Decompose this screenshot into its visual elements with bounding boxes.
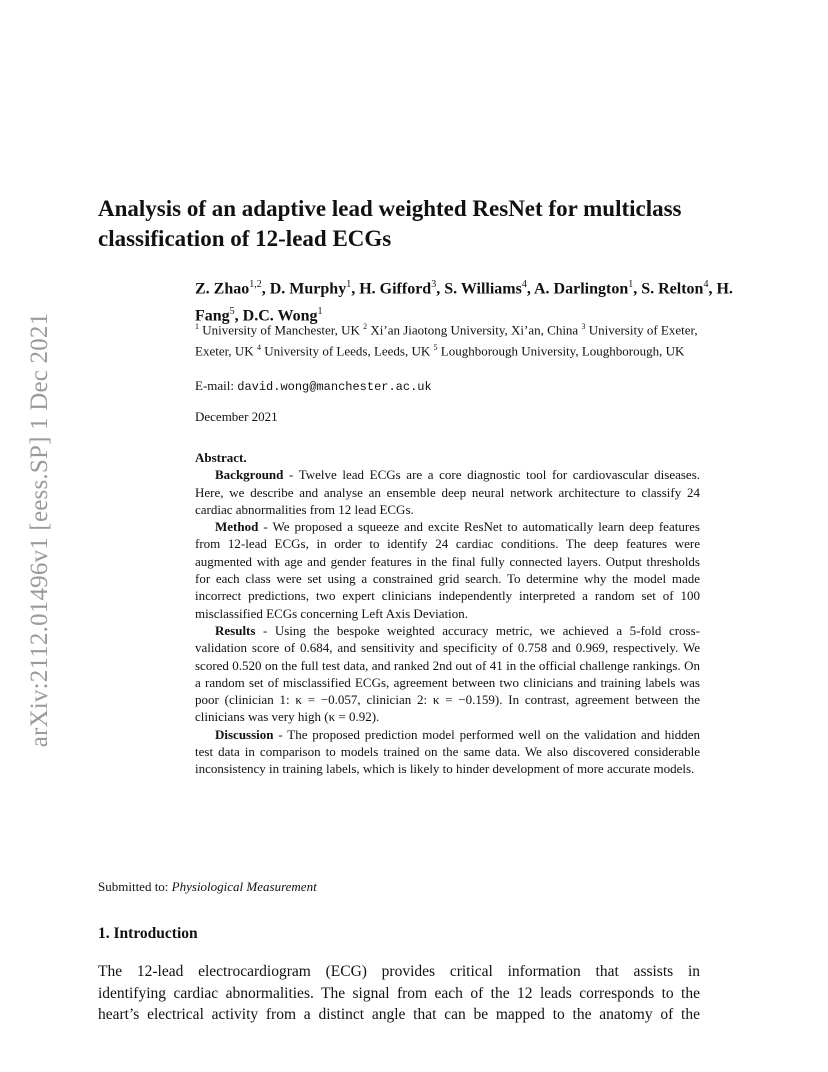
email-address[interactable]: david.wong@manchester.ac.uk bbox=[237, 380, 432, 394]
affil-sup: 3 bbox=[581, 322, 586, 331]
affil-text: University of Manchester, UK bbox=[202, 322, 360, 338]
author-name: A. Darlington bbox=[533, 280, 629, 298]
section-heading: 1. Introduction bbox=[98, 925, 198, 942]
intro-line: The 12-lead electrocardiogram (ECG) provides critical information that assists in bbox=[98, 963, 700, 980]
author-name: D.C. Wong bbox=[242, 307, 318, 325]
author-sup: 4 bbox=[703, 279, 709, 290]
affil-sup: 1 bbox=[195, 322, 199, 331]
submitted-line bbox=[98, 879, 317, 895]
abstract-results bbox=[195, 622, 700, 726]
discussion-text: - The proposed prediction model performed well on the validation and hidden test data in comparison to models trained on the same data. We also discovered considerable inconsistency in training labels, which is likely to hinder development of more accurate models. bbox=[195, 726, 700, 777]
email-label: E-mail: bbox=[195, 378, 234, 393]
submitted-label: Submitted to: bbox=[98, 879, 169, 894]
author-sup: 1 bbox=[346, 279, 352, 290]
affiliations bbox=[195, 318, 700, 361]
results-text: - Using the bespoke weighted accuracy metric, we achieved a 5-fold cross-validation score of 0.684, and sensitivity and specificity of 0.758 and 0.969, respectively. We scored 0.520 on the full test data, and ranked 2nd out of 41 in the official challenge rankings. On a random set of misclassified ECGs, agreement between two clinicians and training labels was poor (clinician 1: κ = −0.057, clinician 2: κ = −0.159). In contrast, agreement between the clinicians was very high (κ = 0.92). bbox=[195, 622, 700, 725]
author-name: H. Fang bbox=[195, 280, 733, 325]
abstract-method bbox=[195, 518, 700, 622]
author-sup: 1,2 bbox=[249, 279, 262, 290]
background-text: - Twelve lead ECGs are a core diagnostic tool for cardiovascular diseases. Here, we describe and analyse an ensemble deep neural network architecture to classify 24 cardiac abnormalities from 12 lead ECGs. bbox=[195, 467, 700, 517]
abstract-heading: Abstract. bbox=[195, 450, 247, 465]
author-name: D. Murphy bbox=[269, 280, 347, 298]
method-label: Method bbox=[215, 519, 259, 535]
author-name: H. Gifford bbox=[359, 280, 432, 298]
author-sup: 4 bbox=[521, 279, 527, 290]
results-label: Results bbox=[215, 622, 256, 638]
affil-text: Xi’an Jiaotong University, Xi’an, China bbox=[370, 322, 579, 338]
abstract-background bbox=[195, 466, 700, 518]
intro-line: identifying cardiac abnormalities. The signal from each of the 12 leads corresponds to the bbox=[98, 984, 700, 1002]
affil-sup: 4 bbox=[256, 343, 261, 353]
arxiv-stamp-text: arXiv:2112.01496v1 [eess.SP] 1 Dec 2021 bbox=[26, 312, 53, 748]
affil-text: University of Leeds, Leeds, UK bbox=[264, 343, 431, 359]
author-name: S. Relton bbox=[641, 280, 704, 298]
affil-sup: 2 bbox=[363, 322, 368, 331]
affil-sup: 5 bbox=[433, 343, 438, 353]
affil-text: University of Exeter, Exeter, UK bbox=[195, 322, 698, 359]
author-name: S. Williams bbox=[444, 280, 522, 298]
author-list: Z. Zhao$^{1,2}$, D. Murphy$^1$, H. Gifford$^3$, S. Williams$^4$, A. Darlington$^1$, S. Relton$^4$, H. Fang$^5$, D.C. Wong$^1$ bbox=[195, 279, 733, 325]
author-sup: 5 bbox=[229, 306, 235, 318]
abstract bbox=[195, 449, 700, 778]
arxiv-stamp bbox=[20, 300, 60, 760]
author-name: Z. Zhao bbox=[195, 280, 250, 298]
abstract-discussion bbox=[195, 726, 700, 778]
journal-name: Physiological Measurement bbox=[171, 879, 317, 894]
author-sup: 1 bbox=[628, 279, 634, 290]
background-label: Background bbox=[215, 467, 284, 483]
method-text: - We proposed a squeeze and excite ResNet to automatically learn deep features from 12-lead ECGs, in order to identify 24 cardiac conditions. The deep features were augmented with age and gender features in the final fully connected layers. Output thresholds for each class were set using a constrained grid search. To determine why the model made incorrect predictions, two expert clinicians independently interpreted a random set of 100 misclassified ECGs concerning Left Axis Deviation. bbox=[195, 519, 700, 621]
paper-title: Analysis of an adaptive lead weighted ResNet for multiclass classification of 12-lead ECGs bbox=[98, 196, 682, 251]
intro-paragraph bbox=[98, 961, 700, 1026]
paper-date: December 2021 bbox=[195, 409, 278, 424]
affil-text: Loughborough University, Loughborough, UK bbox=[440, 343, 685, 359]
author-sup: 3 bbox=[431, 279, 437, 290]
discussion-label: Discussion bbox=[215, 726, 274, 742]
intro-line: heart’s electrical activity from a distinct angle that can be mapped to the anatomy of the bbox=[98, 1006, 700, 1023]
email-line bbox=[195, 378, 432, 394]
author-sup: 1 bbox=[317, 306, 323, 318]
